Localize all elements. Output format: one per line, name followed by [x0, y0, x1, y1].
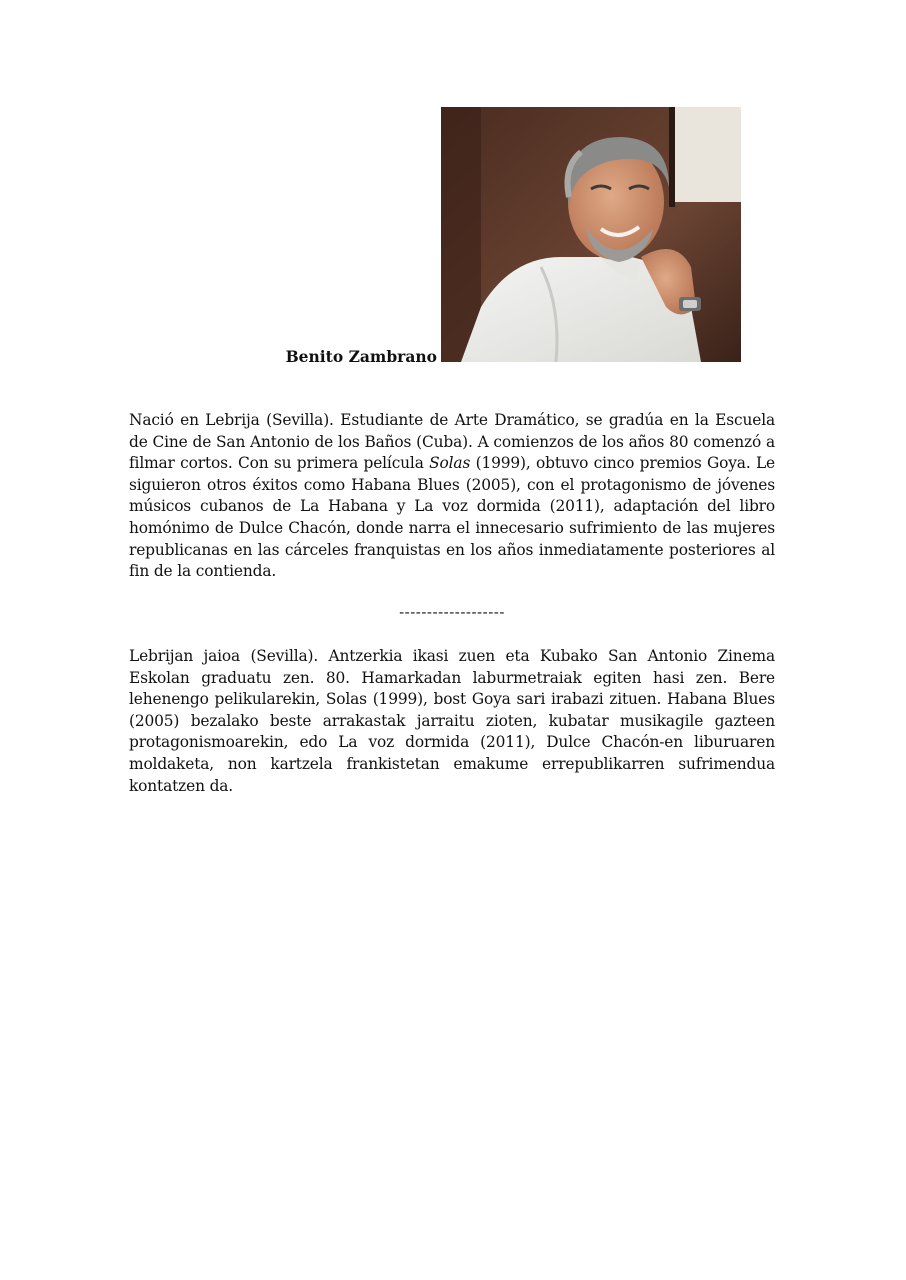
biography-spanish — [129, 410, 775, 583]
portrait-photo — [441, 107, 741, 362]
bio-es-text-start: Nació en Lebrija (Sevilla). Estudiante de Arte Dramático, se gradúa en la Escuela de Cine de San Antonio de los Baños (Cuba). A comienzos de los años 80 comenzó a filmar cortos. Con su primera película — [129, 411, 775, 473]
bio-es-text-end: (1999), obtuvo cinco premios Goya. Le siguieron otros éxitos como Habana Blues (2005), con el protagonismo de jóvenes músicos cubanos de La Habana y La voz dormida (2011), adaptación del libro homónimo de Dulce Chacón, donde narra el innecesario sufrimiento de las mujeres republicanas en las cárceles franquistas en los años inmediatamente posteriores al fin de la contienda. — [129, 454, 775, 581]
biography-basque: Lebrijan jaioa (Sevilla). Antzerkia ikasi zuen eta Kubako San Antonio Zinema Eskolan graduatu zen. 80. Hamarkadan laburmetraiak egiten hasi zen. Bere lehenengo pelikularekin, Solas (1999), bost Goya sari irabazi zituen. Habana Blues (2005) bezalako beste arrakastak jarraitu zioten, kubatar musikagile gazteen protagonismoarekin, edo La voz dormida (2011), Dulce Chacón-en liburuaren moldaketa, non kartzela frankistetan emakume errepublikarren sufrimendua kontatzen da. — [129, 647, 775, 795]
section-separator: ------------------- — [399, 603, 505, 621]
film-title-solas: Solas — [429, 454, 471, 473]
photo-caption: Benito Zambrano — [285, 347, 437, 366]
